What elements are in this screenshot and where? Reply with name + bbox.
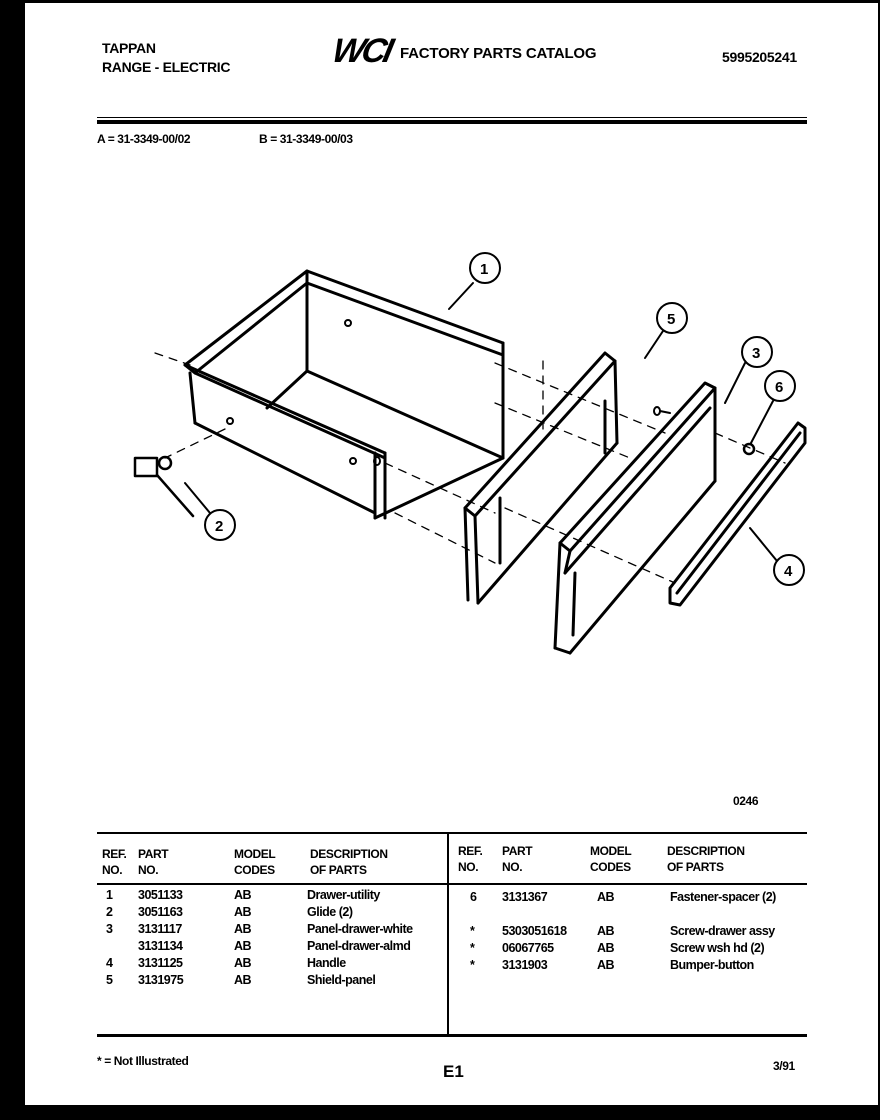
catalog-title: FACTORY PARTS CATALOG — [400, 45, 597, 62]
left-header-ref: REF. NO. — [102, 847, 127, 877]
revision-date: 3/91 — [773, 1059, 795, 1073]
catalog-number: 5995205241 — [722, 49, 797, 65]
alignment-lines — [155, 353, 785, 583]
glide-drawing — [135, 457, 193, 516]
table-row: 6 — [470, 890, 477, 904]
table-top-rule — [97, 832, 807, 834]
left-col-part: 3051133 3051163 3131117 3131134 3131125 3131975 — [138, 888, 184, 987]
table-column-divider — [447, 832, 449, 1036]
right-col-desc: Fastener-spacer (2) Screw-drawer assy Screw wsh hd (2) Bumper-button — [670, 890, 776, 972]
callout-5: 5 — [667, 311, 676, 328]
parts-catalog-page — [25, 3, 878, 1105]
drawer-panel-drawing — [555, 383, 715, 653]
table-row: * — [470, 924, 475, 938]
drawer-utility-drawing — [185, 271, 503, 518]
header-rule-thick — [97, 120, 807, 124]
right-header-codes: MODEL CODES — [590, 844, 632, 874]
callout-4: 4 — [784, 563, 793, 580]
model-a: A = 31-3349-00/02 — [97, 132, 191, 146]
left-header-part: PART NO. — [138, 847, 169, 877]
not-illustrated-note: * = Not Illustrated — [97, 1054, 189, 1068]
wci-logo: WCI — [328, 32, 395, 70]
exploded-view-diagram — [25, 143, 878, 783]
fastener-spacer-drawing — [744, 444, 754, 454]
callout-6: 6 — [775, 379, 784, 396]
right-col-part: 3131367 5303051618 06067765 3131903 — [502, 890, 567, 972]
left-col-codes: AB AB AB AB AB AB — [234, 888, 252, 987]
page-code: E1 — [443, 1062, 464, 1081]
figure-number: 0246 — [733, 794, 759, 808]
left-col-desc: Drawer-utility Glide (2) Panel-drawer-white Panel-drawer-almd Handle Shield-panel — [307, 888, 413, 987]
table-row: * — [470, 958, 475, 972]
right-header-desc: DESCRIPTION OF PARTS — [667, 844, 745, 874]
table-row: 3 — [106, 922, 113, 936]
table-row: 1 — [106, 888, 113, 902]
shield-panel-drawing — [465, 353, 617, 603]
table-row: 2 — [106, 905, 113, 919]
right-col-codes: AB AB AB AB — [597, 890, 615, 972]
callout-1: 1 — [480, 261, 489, 278]
table-row: 5 — [106, 973, 113, 987]
left-header-desc: DESCRIPTION OF PARTS — [310, 847, 388, 877]
table-row: * — [470, 941, 475, 955]
callout-3: 3 — [752, 345, 761, 362]
brand-name: TAPPAN — [102, 40, 156, 56]
right-header-part: PART NO. — [502, 844, 533, 874]
left-header-codes: MODEL CODES — [234, 847, 276, 877]
right-header-ref: REF. NO. — [458, 844, 483, 874]
right-col-ref — [470, 889, 476, 974]
table-row: 4 — [106, 956, 113, 970]
left-col-ref — [106, 887, 112, 989]
product-type: RANGE - ELECTRIC — [102, 59, 231, 75]
model-b: B = 31-3349-00/03 — [259, 132, 353, 146]
table-bottom-rule — [97, 1034, 807, 1037]
table-row — [106, 938, 112, 955]
header-left — [102, 39, 230, 77]
table-header-rule — [97, 883, 807, 885]
callout-2: 2 — [215, 518, 224, 535]
header-rule-thin — [97, 117, 807, 118]
